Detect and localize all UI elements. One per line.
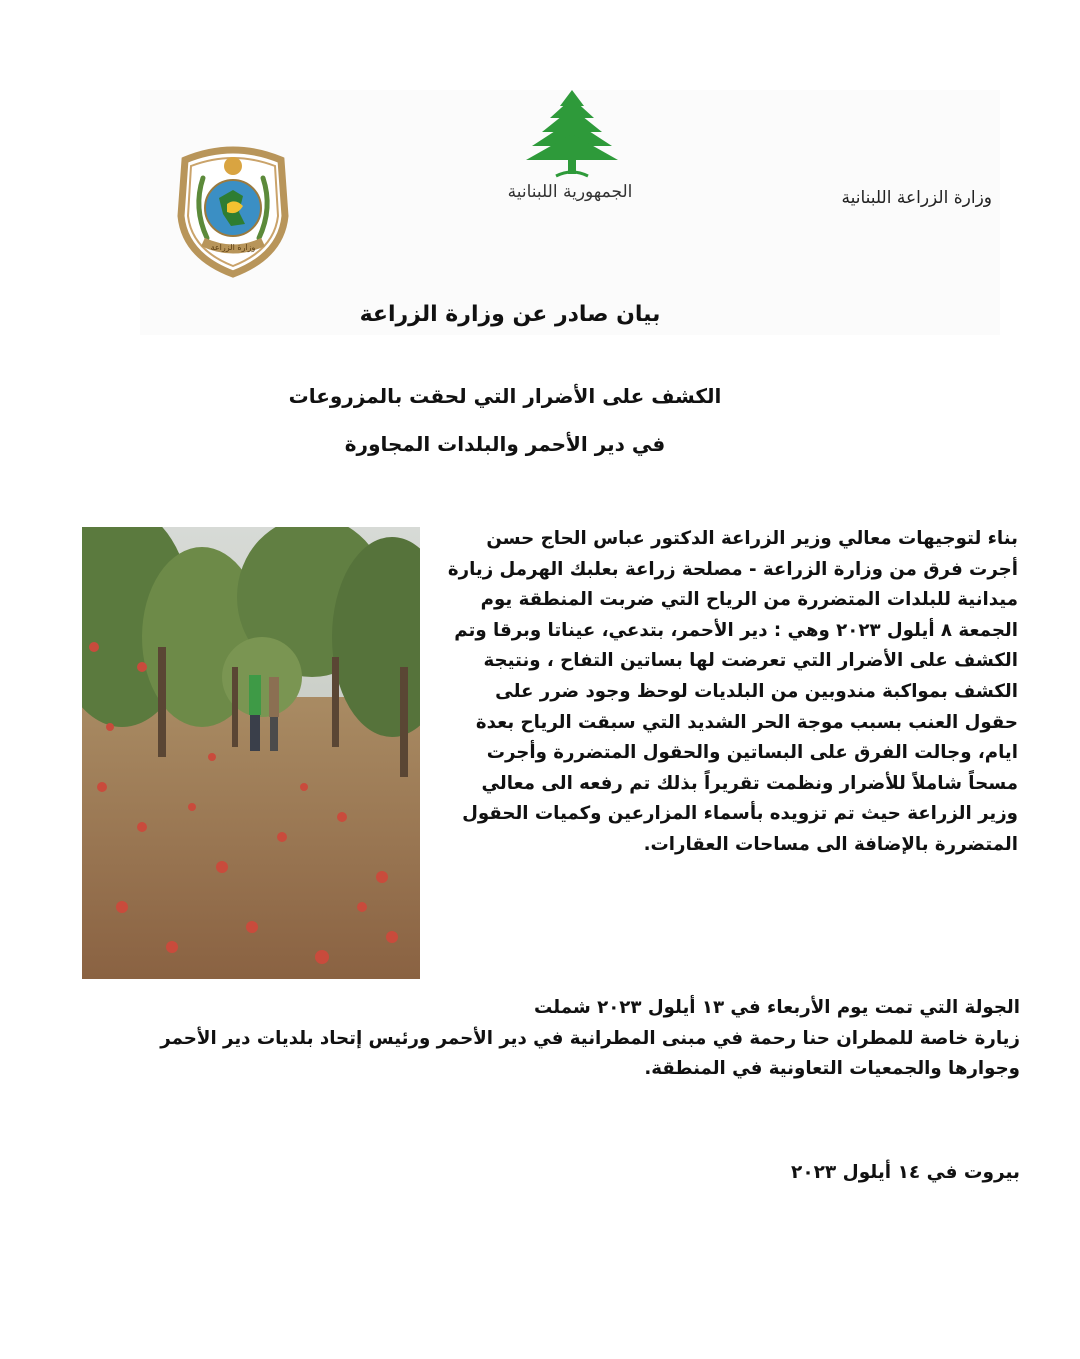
svg-text:وزارة الزراعة: وزارة الزراعة: [210, 243, 256, 252]
apple-orchard-photo: [82, 527, 420, 979]
statement-title: بيان صادر عن وزارة الزراعة: [359, 302, 661, 327]
issue-date-line: بيروت في ١٤ أيلول ٢٠٢٣: [791, 1162, 1020, 1183]
orchard-photo-image: [82, 527, 420, 979]
ministry-name: وزارة الزراعة اللبنانية: [841, 188, 992, 208]
report-body-paragraph: بناء لتوجيهات معالي وزير الزراعة الدكتور عباس الحاج حسن أجرت فرق من وزارة الزراعة - مصلحة زراعة بعلبك الهرمل زيارة ميدانية للبلدات المتضررة من الرياح التي ضربت المنطقة يوم الجمعة ٨ أيلول ٢٠٢٣ وهي : دير الأحمر، بتدعي، عيناتا وبرقا وتم الكشف على الأضرار التي تعرضت لها بساتين التفاح ، ونتيجة الكشف بمواكبة مندوبين من البلديات لوحظ وجود ضرر على حقول العنب بسبب موجة الحر الشديد التي سبقت الرياح بعدة ايام، وجالت الفرق على البساتين والحقول المتضررة وأجرت مسحاً شاملاً للأضرار ونظمت تقريراً بذلك تم رفعه الى معالي وزير الزراعة حيث تم تزويده بأسماء المزارعين وكميات الحقول المتضررة بالإضافة الى مساحات العقارات.: [447, 528, 1018, 855]
tour-paragraph: [140, 993, 1020, 1085]
cedar-tree-icon: [522, 88, 622, 180]
ministry-emblem-logo: [163, 138, 303, 278]
tour-details: زيارة خاصة للمطران حنا رحمة في مبنى المطرانية في دير الأحمر ورئيس إتحاد بلديات دير الأحمر وجوارها والجمعيات التعاونية في المنطقة.: [160, 1027, 1020, 1080]
subtitle-line-2: في دير الأحمر والبلدات المجاورة: [344, 432, 666, 456]
tour-line-1: الجولة التي تمت يوم الأربعاء في ١٣ أيلول ٢٠٢٣ شملت: [534, 997, 1020, 1018]
republic-name: الجمهورية اللبنانية: [507, 182, 633, 202]
ministry-emblem-icon: [163, 138, 303, 278]
subtitle-line-1: الكشف على الأضرار التي لحقت بالمزروعات: [288, 384, 722, 408]
cedar-tree-logo: [522, 88, 622, 180]
